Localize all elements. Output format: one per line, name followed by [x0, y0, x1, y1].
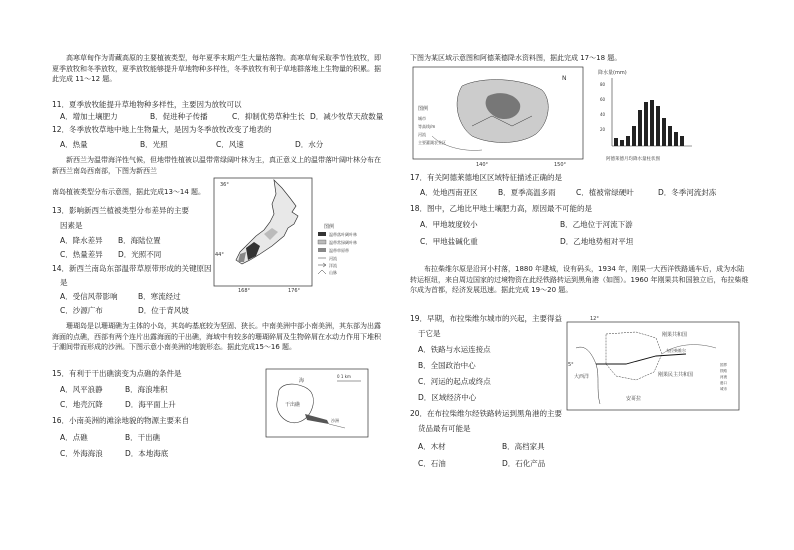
- question-15: 15．有利于干出礁演变为点礁的条件是: [52, 369, 182, 378]
- congo-country2: 刚果民主共和国: [658, 372, 694, 378]
- q15-option-c[interactable]: C．地壳沉降: [60, 400, 103, 409]
- passage-alpine-meadow: 高寒草甸作为青藏高原的主要植被类型，每年夏季末期产生大量枯落物。高寒草甸采取季节性放牧，即夏季放牧和冬季放牧，夏季放牧能够提升草地物种多样性，冬季放牧有利于草地群落地上生物量的积累。据此完成 11～12 题。: [52, 54, 381, 83]
- rain-caption: 阿德莱德月均降水量柱状图: [606, 157, 660, 162]
- q11-option-b[interactable]: B．促进种子传播: [150, 112, 208, 121]
- rain-bar-1: [614, 138, 618, 146]
- aus-north-arrow: N: [562, 75, 567, 82]
- question-13-cont: 因素是: [60, 221, 83, 230]
- question-14-cont: 是: [60, 278, 68, 287]
- q15-option-a[interactable]: A．风平浪静: [60, 385, 103, 394]
- q13-option-a[interactable]: A．降水差异: [60, 236, 103, 245]
- congo-lon-12: 12°: [590, 316, 599, 322]
- aus-legend-title: 图例: [418, 106, 429, 112]
- q14-option-c[interactable]: C．沙源广布: [60, 306, 103, 315]
- question-14: 14．新西兰南岛东部温带草原带形成的关键原因: [52, 264, 212, 273]
- question-20-cont: 货品最有可能是: [418, 424, 471, 433]
- q20-option-c[interactable]: C．石油: [418, 459, 446, 468]
- congo-country3: 安哥拉: [626, 396, 642, 402]
- q18-option-c[interactable]: C．甲地盐碱化重: [420, 237, 478, 246]
- aus-lon-140: 140°: [476, 162, 489, 166]
- congo-legend-port: 港口: [720, 381, 727, 385]
- passage-coral-island: 珊瑚岛是以珊瑚礁为主体的小岛，其岛屿基底较为坚固、狭长。中南美洲中部小南美洲，其东部为出露海面的点礁，西部有两个连片出露海面的干出礁，海域中有较多的珊瑚碎屑及生物碎屑在水动力作用下堆积于潮间带而形成的沙洲。下图示意小南美洲的地貌形态。据此完成15～16 题。: [52, 322, 381, 351]
- rain-bar-5: [638, 110, 642, 146]
- nz-legend-item-2: 温带常绿阔叶林: [329, 240, 357, 245]
- rain-tick-40: 40: [600, 112, 606, 117]
- coral-island-map: [265, 368, 370, 440]
- aus-legend-contour: 等高线/m: [418, 124, 436, 129]
- q14-option-d[interactable]: D．位于背风坡: [138, 306, 189, 315]
- rain-bar-3: [626, 136, 630, 146]
- q11-option-a[interactable]: A．增加土壤肥力: [60, 112, 118, 121]
- rain-bar-9: [662, 118, 666, 146]
- q18-option-a[interactable]: A．甲地坡度较小: [420, 220, 478, 229]
- question-16: 16．小南美洲的滩涂地貌的物源主要来自: [52, 416, 190, 425]
- aus-legend-river: 河流: [418, 132, 426, 137]
- q15-option-d[interactable]: D．海平面上升: [125, 400, 176, 409]
- nz-lat-44: 44°: [215, 252, 224, 258]
- q17-option-c[interactable]: C．植被常绿硬叶: [576, 188, 634, 197]
- aus-lon-150: 150°: [554, 162, 567, 166]
- australia-region-map: [412, 66, 584, 166]
- rain-ylabel: 降水量(mm): [598, 70, 627, 76]
- nz-legend-item-5: 洋流: [329, 263, 337, 268]
- island-label-main: 干出礁: [285, 402, 301, 408]
- congo-legend-river: 河流: [720, 375, 727, 379]
- rain-bar-4: [632, 126, 636, 146]
- nz-lat-36: 36°: [220, 182, 229, 188]
- congo-lat-5: 5°: [568, 362, 574, 368]
- passage-brazzaville: 布拉柴维尔原是沿河小村落，1880 年建城，设有码头，1934 年，刚果一大西洋铁路通车后，成为水陆转运枢纽，来自周边国家的过境物资在此经铁路转运到黑角港（如图）。1960 年刚果共和国独立后，布拉柴维尔成为首都，经济发展迅速。据此完成 19～20 题。: [410, 265, 749, 294]
- passage-australia: 下图为某区域示意图和阿德莱德降水资料图，据此完成 17～18 题。: [410, 54, 622, 62]
- question-12: 12．冬季放牧草地中地上生物量大，是因为冬季放牧改变了地表的: [52, 125, 272, 134]
- q18-option-d[interactable]: D．乙地地势相对平坦: [560, 237, 634, 246]
- congo-country1: 刚果共和国: [662, 332, 688, 338]
- aus-legend-city: 城市: [418, 116, 426, 121]
- q19-option-b[interactable]: B．全国政治中心: [418, 361, 476, 370]
- q14-option-a[interactable]: A．受信风带影响: [60, 292, 118, 301]
- nz-legend-item-1: 温带落叶阔叶林: [329, 232, 357, 237]
- q17-option-d[interactable]: D．冬季河流封冻: [658, 188, 717, 197]
- rain-bar-10: [668, 126, 672, 146]
- question-11: 11．夏季放牧能提升草地物种多样性，主要因为放牧可以: [52, 100, 242, 109]
- q12-option-b[interactable]: B．光照: [140, 140, 168, 149]
- rain-bar-7: [650, 100, 654, 146]
- q19-option-c[interactable]: C．河运的起点或终点: [418, 377, 491, 386]
- q12-option-c[interactable]: C．风速: [216, 140, 244, 149]
- q16-option-a[interactable]: A．点礁: [60, 433, 88, 442]
- passage-new-zealand-cont: 南岛植被类型分布示意图，据此完成13～14 题。: [52, 188, 206, 196]
- rain-bar-11: [674, 132, 678, 146]
- question-17: 17．有关阿德莱德地区区域特征描述正确的是: [410, 173, 563, 182]
- congo-city: 布拉柴维尔: [666, 348, 686, 353]
- q20-option-d[interactable]: D．石化产品: [502, 459, 546, 468]
- q12-option-a[interactable]: A．热量: [60, 140, 88, 149]
- q11-option-d[interactable]: D．减少牧草天敌数量: [310, 112, 384, 121]
- nz-lon-168: 168°: [238, 288, 251, 294]
- island-scale: 0 1 km: [337, 374, 351, 379]
- congo-map: [566, 314, 742, 414]
- q17-option-b[interactable]: B．夏季高温多雨: [498, 188, 556, 197]
- q13-option-d[interactable]: D．光照不同: [118, 250, 162, 259]
- aus-legend-irrigation: 主要灌溉农业区: [418, 140, 446, 145]
- q17-option-a[interactable]: A．处地西南亚区: [420, 188, 478, 197]
- q12-option-d[interactable]: D．水分: [295, 140, 324, 149]
- question-20: 20．在布拉柴维尔经铁路转运到黑角港的主要: [410, 409, 563, 418]
- question-19-cont: 于它是: [418, 329, 441, 338]
- new-zealand-map: [212, 176, 382, 294]
- rain-tick-80: 80: [600, 82, 606, 87]
- q19-option-d[interactable]: D．区域经济中心: [418, 393, 477, 402]
- q14-option-b[interactable]: B．寒流经过: [138, 292, 181, 301]
- nz-legend-item-4: 河流: [329, 256, 337, 261]
- q20-option-b[interactable]: B．高档家具: [502, 442, 545, 451]
- passage-new-zealand: 新西兰为温带海洋性气候，但地带性植被以温带常绿阔叶林为主，真正意义上的温带落叶阔叶林分布在新西兰南岛西南部，下图为新西兰: [52, 156, 381, 175]
- adelaide-rainfall-chart: [596, 66, 696, 166]
- q16-option-d[interactable]: D．本地海底: [125, 449, 169, 458]
- nz-legend-item-3: 温带草原带: [329, 248, 349, 253]
- question-13: 13．影响新西兰植被类型分布差异的主要: [52, 206, 190, 215]
- question-18: 18．图中，乙地比甲地土壤肥力高，原因最不可能的是: [410, 204, 593, 213]
- nz-legend-item-6: 山脉: [329, 270, 337, 275]
- rain-tick-20: 20: [600, 127, 606, 132]
- q19-option-a[interactable]: A．铁路与水运连接点: [418, 345, 491, 354]
- rain-tick-60: 60: [600, 97, 606, 102]
- island-label-sand: 沙洲: [331, 418, 339, 423]
- q16-option-b[interactable]: B．干出礁: [125, 433, 161, 442]
- nz-legend-title: 图例: [324, 224, 335, 230]
- q13-option-b[interactable]: B．海陆位置: [118, 236, 161, 245]
- q11-option-c[interactable]: C．抑制优势草种生长: [232, 112, 305, 121]
- question-19: 19．早期，布拉柴维尔城市的兴起，主要得益: [410, 314, 563, 323]
- rain-bar-6: [644, 102, 648, 146]
- rain-bar-8: [656, 106, 660, 146]
- rain-bar-2: [620, 140, 624, 146]
- rain-bar-12: [680, 136, 684, 146]
- congo-legend-border: 国界: [720, 363, 727, 367]
- island-label-sea: 海: [299, 378, 305, 384]
- q13-option-c[interactable]: C．热量差异: [60, 250, 103, 259]
- q18-option-b[interactable]: B．乙地位于河流下游: [560, 220, 633, 229]
- congo-legend-rail: 铁路: [720, 369, 727, 373]
- q20-option-a[interactable]: A．木材: [418, 442, 446, 451]
- nz-lon-176: 176°: [288, 288, 301, 294]
- congo-sea: 大西洋: [574, 374, 590, 380]
- congo-legend-city: 城市: [720, 387, 727, 391]
- q16-option-c[interactable]: C．外海海浪: [60, 449, 103, 458]
- q15-option-b[interactable]: B．海浪堆积: [125, 385, 168, 394]
